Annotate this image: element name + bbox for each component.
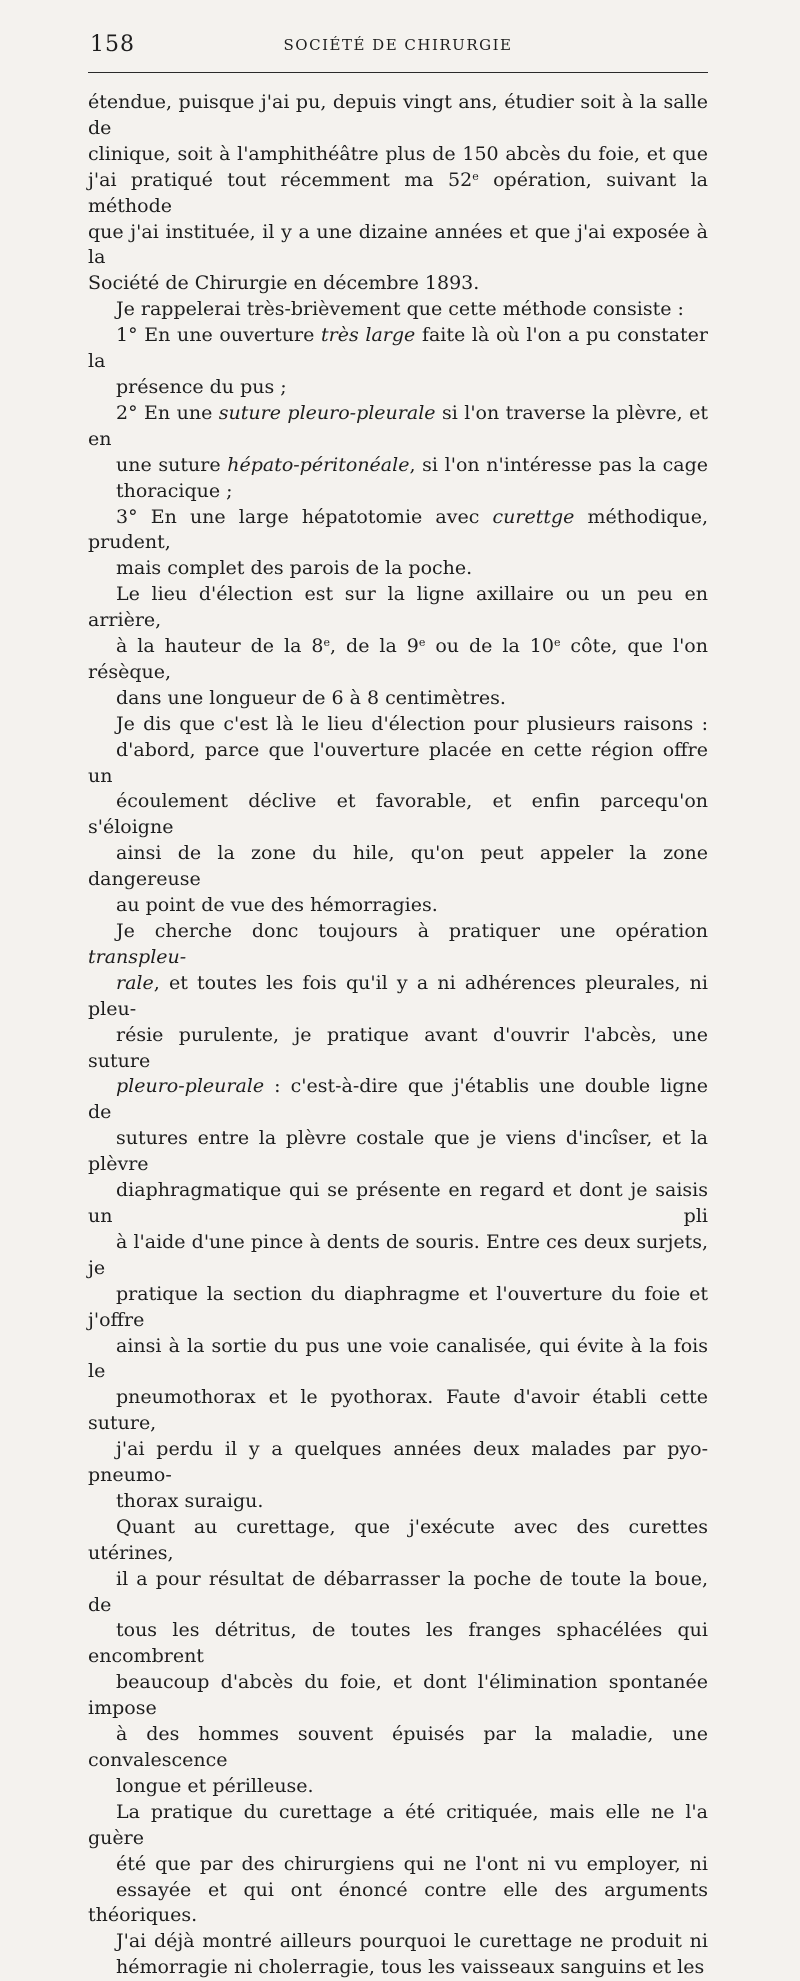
- header-rule: [88, 72, 708, 73]
- superscript: e: [553, 636, 561, 650]
- text-line: [88, 582, 708, 634]
- text-line: [88, 1722, 708, 1774]
- text-run: ainsi de la zone du hile, qu'on peut appeler la zone dangereuse: [88, 842, 708, 891]
- text-line: [88, 1515, 708, 1567]
- text-line: [88, 1852, 708, 1878]
- text-line: [88, 556, 708, 582]
- paragraph: [88, 297, 708, 323]
- paragraph: [88, 323, 708, 401]
- paragraph: [88, 1929, 708, 1981]
- text-run: 2° En une: [116, 401, 219, 424]
- page-number: 158: [90, 32, 135, 57]
- text-line: [88, 1618, 708, 1670]
- text-line: [88, 1178, 708, 1230]
- text-run: sutures entre la plèvre costale que je viens d'incîser, et la plèvre: [88, 1127, 708, 1176]
- italic-run: pleuro-pleurale: [116, 1075, 265, 1098]
- text-line: [88, 789, 708, 841]
- paragraph: [88, 90, 708, 297]
- text-line: [88, 505, 708, 557]
- text-line: [88, 1878, 708, 1930]
- italic-run: transpleu-: [88, 945, 187, 968]
- text-line: [88, 323, 708, 375]
- text-line: [88, 142, 708, 168]
- text-run: à l'aide d'une pince à dents de souris. Entre ces deux surjets, je: [88, 1230, 708, 1279]
- text-run: Quant au curettage, que j'exécute avec des curettes utérines,: [88, 1515, 708, 1564]
- paragraph: [88, 919, 708, 1515]
- text-run: côte, que l'on résèque,: [88, 635, 708, 683]
- italic-run: curettge: [492, 505, 575, 528]
- text-run: faite là où l'on a pu constater la: [88, 324, 708, 373]
- text-line: [88, 712, 708, 738]
- text-run: pneumothorax et le pyothorax. Faute d'avoir établi cette suture,: [88, 1386, 708, 1435]
- text-run: que j'ai instituée, il y a une dizaine années et que j'ai exposée à la: [88, 220, 708, 269]
- text-run: étendue, puisque j'ai pu, depuis vingt ans, étudier soit à la salle de: [88, 91, 708, 139]
- text-run: essayée et qui ont énoncé contre elle des arguments théoriques.: [88, 1878, 708, 1927]
- text-run: dans une longueur de 6 à 8 centimètres.: [116, 686, 506, 709]
- text-line: [88, 401, 708, 453]
- text-line: [88, 971, 708, 1023]
- text-run: à des hommes souvent épuisés par la maladie, une convalescence: [88, 1723, 708, 1771]
- text-line: [88, 1567, 708, 1619]
- text-line: [88, 1800, 708, 1852]
- text-line: [88, 686, 708, 712]
- text-line: [88, 1074, 708, 1126]
- text-line: [88, 634, 708, 686]
- page-header: [88, 32, 708, 62]
- italic-run: rale: [116, 971, 154, 994]
- text-line: [88, 1334, 708, 1386]
- text-run: Je dis que c'est là le lieu d'élection pour plusieurs raisons :: [116, 712, 708, 735]
- text-run: mais complet des parois de la poche.: [116, 557, 473, 580]
- text-line: [88, 738, 708, 790]
- text-run: j'ai pratiqué tout récemment ma 52: [88, 168, 473, 191]
- text-run: clinique, soit à l'amphithéâtre plus de 150 abcès du foie, et que: [88, 142, 708, 165]
- text-line: [88, 1437, 708, 1489]
- text-run: hémorragie ni cholerragie, tous les vaisseaux sanguins et les: [116, 1956, 705, 1979]
- paragraph: [88, 712, 708, 919]
- text-run: une suture: [116, 453, 228, 476]
- text-line: [88, 1774, 708, 1800]
- text-run: 1° En une ouverture: [116, 324, 321, 347]
- text-run: Société de Chirurgie en décembre 1893.: [88, 272, 480, 295]
- text-run: thorax suraigu.: [116, 1489, 264, 1512]
- text-run: méthodique, prudent,: [88, 505, 708, 554]
- text-line: [88, 1955, 708, 1981]
- text-run: pratique la section du diaphragme et l'ouverture du foie et j'offre: [88, 1282, 708, 1331]
- text-run: J'ai déjà montré ailleurs pourquoi le curettage ne produit ni: [116, 1930, 708, 1953]
- text-run: été que par des chirurgiens qui ne l'ont ni vu employer, ni: [116, 1852, 708, 1875]
- text-line: [88, 90, 708, 142]
- text-run: ou de la 10: [425, 635, 554, 658]
- body-text: [88, 90, 708, 1981]
- text-run: d'abord, parce que l'ouverture placée en cette région offre un: [88, 738, 708, 787]
- text-run: : c'est-à-dire que j'établis une double ligne de: [88, 1075, 708, 1124]
- superscript: e: [323, 636, 331, 650]
- text-run: résie purulente, je pratique avant d'ouvrir l'abcès, une suture: [88, 1023, 708, 1072]
- text-run: Je cherche donc toujours à pratiquer une opération: [116, 920, 708, 942]
- text-run: , et toutes les fois qu'il y a ni adhérences pleurales, ni pleu-: [88, 971, 708, 1020]
- text-run: , de la 9: [330, 635, 419, 658]
- text-line: [88, 841, 708, 893]
- text-line: [88, 220, 708, 272]
- text-run: au point de vue des hémorragies.: [116, 894, 438, 917]
- text-run: écoulement déclive et favorable, et enfin parcequ'on s'éloigne: [88, 790, 708, 839]
- text-run: longue et périlleuse.: [116, 1774, 314, 1797]
- text-line: [88, 271, 708, 297]
- paragraph: [88, 1515, 708, 1800]
- text-line: [88, 1929, 708, 1955]
- text-run: Le lieu d'élection est sur la ligne axillaire ou un peu en arrière,: [88, 583, 708, 632]
- text-run: tous les détritus, de toutes les franges sphacélées qui encombrent: [88, 1619, 708, 1668]
- text-run: présence du pus ;: [116, 375, 287, 398]
- text-line: [88, 168, 708, 220]
- italic-run: hépato-péritonéale: [227, 453, 410, 476]
- text-run: j'ai perdu il y a quelques années deux malades par pyo-pneumo-: [88, 1438, 708, 1487]
- text-run: thoracique ;: [116, 479, 233, 502]
- text-line: [88, 453, 708, 479]
- text-run: La pratique du curettage a été critiquée, mais elle ne l'a guère: [88, 1800, 708, 1849]
- text-line: [88, 893, 708, 919]
- text-run: 3° En une large hépatotomie avec: [116, 505, 493, 528]
- italic-run: suture pleuro-pleurale: [218, 401, 436, 424]
- paragraph: [88, 505, 708, 583]
- text-run: diaphragmatique qui se présente en regard et dont je saisis un pli: [88, 1179, 708, 1227]
- text-line: [88, 1385, 708, 1437]
- text-run: beaucoup d'abcès du foie, et dont l'élimination spontanée impose: [88, 1671, 708, 1720]
- running-title: SOCIÉTÉ DE CHIRURGIE: [283, 36, 513, 54]
- text-line: [88, 1670, 708, 1722]
- superscript: e: [472, 169, 479, 183]
- text-line: [88, 1126, 708, 1178]
- text-line: [88, 1230, 708, 1282]
- text-line: [88, 1023, 708, 1075]
- text-run: à la hauteur de la 8: [116, 635, 324, 658]
- text-run: si l'on traverse la plèvre, et en: [88, 401, 708, 450]
- paragraph: [88, 1800, 708, 1930]
- text-line: [88, 297, 708, 323]
- text-line: [88, 1282, 708, 1334]
- text-line: [88, 479, 708, 505]
- text-run: ainsi à la sortie du pus une voie canalisée, qui évite à la fois le: [88, 1334, 708, 1383]
- text-run: opération, suivant la méthode: [88, 168, 708, 217]
- text-line: [88, 375, 708, 401]
- paragraph: [88, 401, 708, 505]
- italic-run: très large: [321, 324, 416, 347]
- superscript: e: [418, 636, 426, 650]
- text-run: Je rappelerai très-brièvement que cette méthode consiste :: [116, 298, 684, 321]
- text-run: , si l'on n'intéresse pas la cage: [409, 453, 708, 476]
- text-line: [88, 1489, 708, 1515]
- text-line: [88, 919, 708, 971]
- text-run: il a pour résultat de débarrasser la poche de toute la boue, de: [88, 1567, 708, 1616]
- paragraph: [88, 582, 708, 712]
